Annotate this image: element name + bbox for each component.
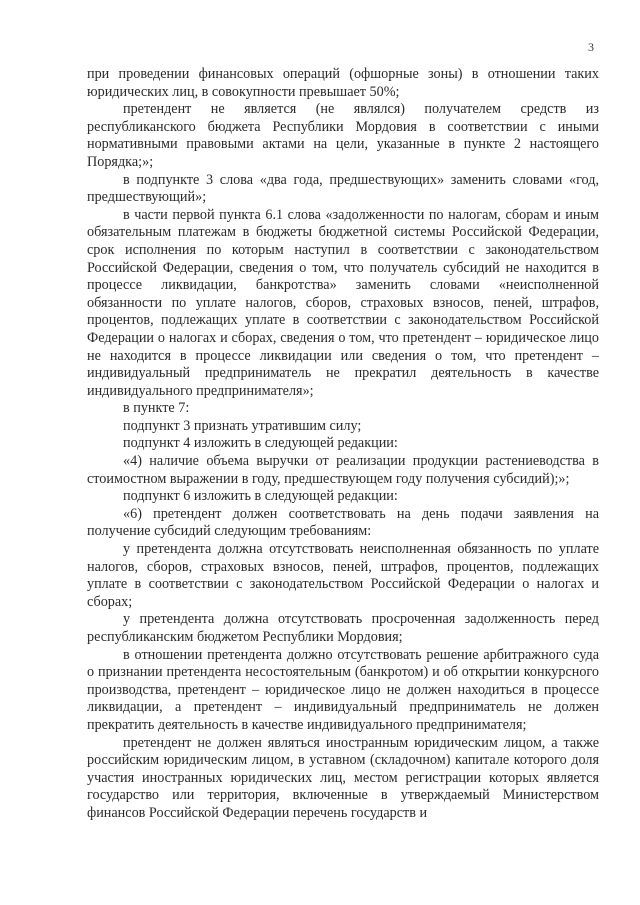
paragraph: при проведении финансовых операций (офшорные зоны) в отношении таких юридических лиц, в совокупности превышает 50%; — [87, 66, 599, 100]
paragraph: в отношении претендента должно отсутствовать решение арбитражного суда о признании претендента несостоятельным (банкротом) и об открытии конкурсного производства, претендент – юридическое лицо не должен находиться в процессе ликвидации, а претендент – индивидуальный предприниматель не должен прекратить деятельность в качестве индивидуального предпринимателя; — [87, 646, 599, 733]
paragraph: «6) претендент должен соответствовать на день подачи заявления на получение субсидий следующим требованиям: — [87, 505, 599, 540]
paragraph: «4) наличие объема выручки от реализации продукции растениеводства в стоимостном выражении в году, предшествующем году получения субсидий);»; — [87, 453, 599, 487]
paragraph: в подпункте 3 слова «два года, предшествующих» заменить словами «год, предшествующий»; — [87, 171, 599, 206]
page-number: 3 — [588, 40, 594, 54]
paragraph: у претендента должна отсутствовать неисполненная обязанность по уплате налогов, сборов, страховых взносов, пеней, штрафов, процентов, подлежащих уплате в соответствии с законодательством Российской Федерации о налогах и сборах; — [87, 541, 599, 610]
paragraph: подпункт 3 признать утратившим силу; — [123, 417, 362, 434]
paragraph: претендент не должен являться иностранным юридическим лицом, а также российским юридическим лицом, в уставном (складочном) капитале которого доля участия иностранных юридических лиц, местом регистрации которых является государство или территория, включенные в утверждаемый Министерством финансов Российской Федерации перечень государств и — [87, 734, 599, 821]
paragraph: у претендента должна отсутствовать просроченная задолженность перед республиканским бюджетом Республики Мордовия; — [87, 611, 599, 645]
paragraph: в части первой пункта 6.1 слова «задолженности по налогам, сборам и иным обязательным платежам в бюджеты бюджетной системы Российской Федерации, срок исполнения по которым наступил в соответствии с законодательством Российской Федерации, сведения о том, что получатель субсидий не находится в процессе ликвидации, банкротства» заменить словами «неисполненной обязанности по уплате налогов, сборов, страховых взносов, пеней, штрафов, процентов, подлежащих уплате в соответствии с законодательством Российской Федерации о налогах и сборах, сведения о том, что претендент – юридическое лицо не находится в процессе ликвидации или сведения о том, что претендент – индивидуальный предприниматель не прекратил деятельность в качестве индивидуального предпринимателя»; — [87, 206, 599, 399]
document-body — [87, 66, 599, 823]
paragraph: в пункте 7: — [123, 400, 190, 417]
paragraph: претендент не является (не являлся) получателем средств из республиканского бюджета Республики Мордовия в соответствии с иными нормативными правовыми актами на цели, указанные в пункте 2 настоящего Порядка;»; — [87, 101, 599, 170]
paragraph: подпункт 6 изложить в следующей редакции: — [123, 488, 398, 505]
paragraph: подпункт 4 изложить в следующей редакции: — [123, 435, 398, 452]
